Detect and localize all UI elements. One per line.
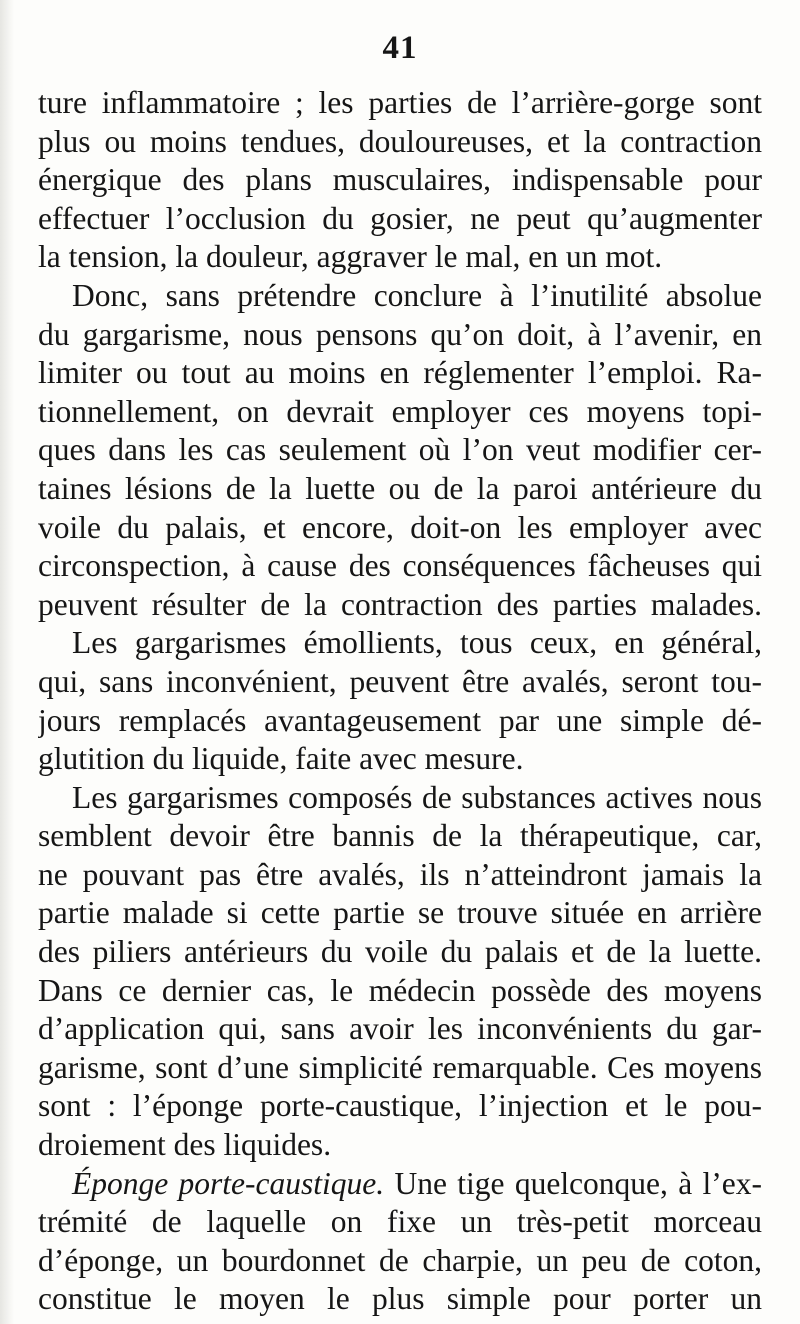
text-line: tionnellement, on devrait employer ces moyens topi- xyxy=(38,393,762,429)
text-line: taines lésions de la luette ou de la paroi antérieure du xyxy=(38,470,762,506)
page-number: 41 xyxy=(382,30,418,66)
text-line: Les gargarismes composés de substances actives nous xyxy=(72,779,762,815)
text-line: glutition du liquide, faite avec mesure. xyxy=(38,741,524,777)
text-line: qui, sans inconvénient, peuvent être avalés, seront tou- xyxy=(38,663,762,699)
page-gutter-shadow xyxy=(0,0,14,1324)
text-line: ture inflammatoire ; les parties de l’arrière-gorge sont xyxy=(38,85,762,120)
text-line: Une tige quelconque, à l’ex- xyxy=(394,1165,762,1201)
text-line: du gargarisme, nous pensons qu’on doit, à l’avenir, en xyxy=(38,316,762,352)
text-line: constitue le moyen le plus simple pour porter un xyxy=(38,1281,762,1317)
text-line: énergique des plans musculaires, indispensable pour xyxy=(38,162,762,198)
text-line: ne pouvant pas être avalés, ils n’atteindront jamais la xyxy=(38,856,762,892)
text-line: Dans ce dernier cas, le médecin possède des moyens xyxy=(38,972,762,1008)
text-line: trémité de laquelle on fixe un très-petit morceau xyxy=(38,1204,762,1240)
body-text xyxy=(38,84,762,1319)
subheading: Éponge porte-caustique. xyxy=(72,1165,385,1201)
text-line: limiter ou tout au moins en réglementer l’emploi. Ra- xyxy=(38,355,762,391)
text-line: effectuer l’occlusion du gosier, ne peut qu’augmenter xyxy=(38,200,762,236)
text-line: d’application qui, sans avoir les inconvénients du gar- xyxy=(38,1011,762,1047)
text-line: Donc, sans prétendre conclure à l’inutilité absolue xyxy=(72,277,762,313)
text-line: plus ou moins tendues, douloureuses, et la contraction xyxy=(38,123,762,159)
text-line: des piliers antérieurs du voile du palais et de la luette. xyxy=(38,934,762,970)
text-line: la tension, la douleur, aggraver le mal, en un mot. xyxy=(38,239,663,275)
text-line: ques dans les cas seulement où l’on veut modifier cer- xyxy=(38,432,762,468)
text-line: semblent devoir être bannis de la thérapeutique, car, xyxy=(38,818,762,854)
text-line: d’éponge, un bourdonnet de charpie, un peu de coton, xyxy=(38,1242,762,1278)
text-line: garisme, sont d’une simplicité remarquable. Ces moyens xyxy=(38,1049,762,1085)
text-line: jours remplacés avantageusement par une simple dé- xyxy=(38,702,762,738)
text-line: sont : l’éponge porte-caustique, l’injection et le pou- xyxy=(38,1088,762,1124)
text-line: partie malade si cette partie se trouve située en arrière xyxy=(38,895,762,931)
text-line: Les gargarismes émollients, tous ceux, en général, xyxy=(72,625,762,661)
text-line: voile du palais, et encore, doit-on les employer avec xyxy=(38,509,762,545)
text-line-with-subheading xyxy=(38,1165,762,1204)
text-line: peuvent résulter de la contraction des parties malades. xyxy=(38,586,762,622)
text-line: circonspection, à cause des conséquences fâcheuses qui xyxy=(38,548,762,584)
text-line: droiement des liquides. xyxy=(38,1127,332,1163)
